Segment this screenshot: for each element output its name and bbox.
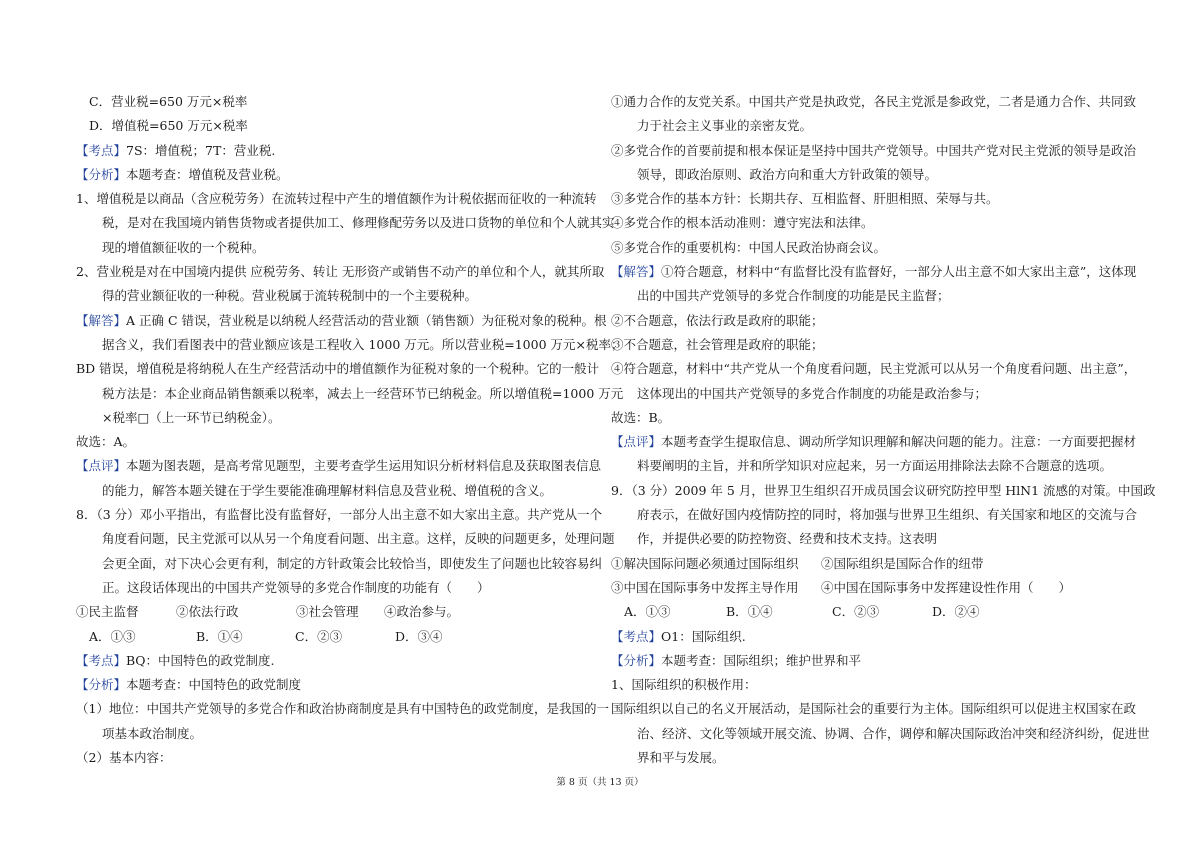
line-text: 作，并提供必要的防控物资、经费和技术支持。这表明 — [637, 531, 938, 547]
text-line — [611, 649, 1143, 673]
text-line — [611, 454, 1143, 478]
line-text: 8．（3 分）邓小平指出，有监督比没有监督好，一部分人出主意不如大家出主意。共产党从一个 — [76, 507, 603, 523]
line-text: 得的营业额征收的一种税。营业税属于流转税制中的一个主要税种。 — [102, 288, 478, 304]
text-line — [611, 236, 1143, 260]
text-line — [611, 625, 1143, 649]
text-line — [611, 382, 1143, 406]
section-tag: 【考点】 — [76, 142, 127, 158]
text-line — [76, 454, 602, 478]
section-tag: 【分析】 — [611, 652, 662, 668]
line-text: 税方法是：本企业商品销售额乘以税率，减去上一经营环节已纳税金。所以增值税=1000 万元 — [102, 385, 624, 401]
line-text: ①符合题意，材料中“有监督比没有监督好，一部分人出主意不如大家出主意”，这体现 — [661, 264, 1137, 280]
line-text: 角度看问题，民主党派可以从另一个角度看问题、出主意。这样，反映的问题更多，处理问题 — [102, 531, 615, 547]
line-text: ④符合题意，材料中“共产党从一个角度看问题，民主党派可以从另一个角度看问题、出主意”， — [611, 361, 1137, 377]
text-line — [76, 527, 615, 551]
text-line — [76, 260, 605, 284]
option-item: A．①③ — [89, 628, 136, 644]
line-text: 1、国际组织的积极作用： — [611, 677, 757, 693]
text-line — [611, 406, 1143, 430]
text-line — [611, 479, 1156, 503]
text-line — [76, 309, 607, 333]
option-item: ②国际组织是国际合作的纽带 — [821, 555, 984, 571]
text-line — [76, 211, 615, 235]
text-line — [611, 746, 1143, 770]
text-line — [611, 114, 1143, 138]
text-line — [76, 673, 596, 697]
line-text: 领导，即政治原则、政治方向和重大方针政策的领导。 — [637, 166, 938, 182]
option-item: D．②④ — [932, 604, 980, 620]
line-text: ②多党合作的首要前提和根本保证是坚持中国共产党领导。中国共产党对民主党派的领导是政治 — [611, 142, 1137, 158]
text-line — [76, 479, 596, 503]
text-line — [611, 697, 1143, 721]
option-item: B．①④ — [196, 628, 243, 644]
line-text: （2）基本内容： — [76, 750, 172, 766]
line-text: BQ：中国特色的政党制度. — [126, 652, 275, 668]
line-text: ⑤多党合作的重要机构：中国人民政治协商会议。 — [611, 239, 887, 255]
section-tag: 【考点】 — [611, 628, 662, 644]
line-text: 项基本政治制度。 — [102, 725, 203, 741]
line-text: 本题为图表题，是高考常见题型，主要考查学生运用知识分析材料信息及获取图表信息 — [126, 458, 602, 474]
text-line — [611, 139, 1143, 163]
option-item: B．①④ — [726, 604, 773, 620]
line-text: 本题考查：增值税及营业税。 — [126, 166, 289, 182]
page-footer: 第 8 页（共 13 页） — [556, 777, 644, 788]
line-text: ④多党合作的根本活动准则：遵守宪法和法律。 — [611, 215, 874, 231]
line-text: 这体现出的中国共产党领导的多党合作制度的功能是政治参与； — [637, 385, 988, 401]
option-item: D．③④ — [395, 628, 443, 644]
text-line — [611, 527, 1143, 551]
line-text: 府表示，在做好国内疫情防控的同时，将加强与世界卫生组织、有关国家和地区的交流与合 — [637, 507, 1138, 523]
text-line — [611, 673, 1143, 697]
line-text: A 正确 C 错误，营业税是以纳税人经营活动的营业额（销售额）为征税对象的税种。根 — [126, 312, 607, 328]
option-item: C．②③ — [295, 628, 343, 644]
text-line — [76, 552, 603, 576]
line-text: 界和平与发展。 — [637, 750, 725, 766]
line-text: 本题考查学生提取信息、调动所学知识理解和解决问题的能力。注意：一方面要把握材 — [661, 434, 1137, 450]
line-text: ②不合题意，依法行政是政府的职能； — [611, 312, 824, 328]
line-text: 会更全面，对下决心会更有利，制定的方针政策会比较恰当，即使发生了问题也比较容易纠 — [102, 555, 603, 571]
text-line — [611, 309, 1143, 333]
section-tag: 【解答】 — [76, 312, 127, 328]
text-line — [76, 576, 596, 600]
section-tag: 【分析】 — [76, 166, 127, 182]
text-line — [611, 211, 1143, 235]
line-text: C．营业税=650 万元×税率 — [89, 94, 248, 109]
line-text: O1：国际组织. — [661, 628, 746, 644]
text-line — [76, 163, 596, 187]
option-item: ①解决国际问题必须通过国际组织 — [611, 555, 799, 571]
text-line — [76, 697, 609, 721]
left-column — [76, 90, 624, 770]
option-item: ②依法行政 — [176, 604, 239, 620]
line-text: 出的中国共产党领导的多党合作制度的功能是民主监督； — [637, 288, 950, 304]
text-line — [76, 139, 596, 163]
text-line — [611, 90, 1143, 114]
text-line — [76, 187, 596, 211]
line-text: BD 错误，增值税是将纳税人在生产经营活动中的增值额作为征税对象的一个税种。它的一般计 — [76, 361, 600, 377]
text-line — [611, 430, 1143, 454]
text-line — [76, 722, 596, 746]
option-item: ④政治参与。 — [384, 604, 460, 620]
line-text: 2、营业税是对在中国境内提供 应税劳务、转让 无形资产或销售不动产的单位和个人，就其所取 — [76, 264, 605, 280]
text-line — [76, 430, 596, 454]
text-line — [76, 284, 596, 308]
line-text: 1、增值税是以商品（含应税劳务）在流转过程中产生的增值额作为计税依据而征收的一种流转 — [76, 191, 597, 207]
section-tag: 【点评】 — [611, 434, 662, 450]
line-text: 正。这段话体现出的中国共产党领导的多党合作制度的功能有（ ） — [102, 579, 490, 595]
line-text: 国际组织以自己的名义开展活动，是国际社会的重要行为主体。国际组织可以促进主权国家在政 — [611, 701, 1137, 717]
option-item: ③中国在国际事务中发挥主导作用 — [611, 579, 799, 595]
text-line — [611, 187, 1143, 211]
line-text: 的能力，解答本题关键在于学生要能准确理解材料信息及营业税、增值税的含义。 — [102, 482, 553, 498]
text-line — [611, 260, 1143, 284]
option-item: ③社会管理 — [296, 604, 359, 620]
line-text: ③不合题意，社会管理是政府的职能； — [611, 336, 824, 352]
text-line — [76, 114, 596, 138]
line-text: 治、经济、文化等领域开展交流、协调、合作，调停和解决国际政治冲突和经济纠纷，促进世 — [637, 725, 1150, 741]
text-line — [76, 236, 596, 260]
text-line — [611, 284, 1143, 308]
text-line — [611, 357, 1143, 381]
text-line — [76, 503, 603, 527]
text-line — [611, 722, 1150, 746]
section-tag: 【考点】 — [76, 652, 127, 668]
text-line — [76, 90, 596, 114]
line-text: 据含义，我们看图表中的营业额应该是工程收入 1000 万元。所以营业税=1000 万元×税率； — [102, 336, 624, 352]
text-line — [611, 600, 1143, 624]
line-text: 本题考查：中国特色的政党制度 — [126, 677, 302, 693]
text-line — [76, 382, 624, 406]
line-text: 本题考查：国际组织；维护世界和平 — [661, 652, 862, 668]
option-item: C．②③ — [832, 604, 880, 620]
text-line — [76, 333, 624, 357]
text-line — [76, 649, 596, 673]
option-item: ④中国在国际事务中发挥建设性作用（ ） — [821, 579, 1072, 595]
section-tag: 【解答】 — [611, 264, 662, 280]
text-line — [611, 333, 1143, 357]
line-text: （1）地位：中国共产党领导的多党合作和政治协商制度是具有中国特色的政党制度，是我国的一 — [76, 701, 609, 717]
text-line — [76, 406, 596, 430]
text-line — [76, 746, 596, 770]
line-text: D．增值税=650 万元×税率 — [89, 118, 248, 134]
section-tag: 【点评】 — [76, 458, 127, 474]
line-text: ×税率□（上一环节已纳税金）。 — [102, 409, 281, 425]
text-line — [76, 625, 596, 649]
text-line — [611, 503, 1143, 527]
right-column — [611, 90, 1156, 770]
line-text: ①通力合作的友党关系。中国共产党是执政党，各民主党派是参政党，二者是通力合作、共同致 — [611, 94, 1137, 109]
text-line — [76, 600, 596, 624]
line-text: 现的增值额征收的一个税种。 — [102, 239, 265, 255]
line-text: 7S：增值税；7T：营业税. — [126, 142, 276, 158]
line-text: 税，是对在我国境内销售货物或者提供加工、修理修配劳务以及进口货物的单位和个人就其实 — [102, 215, 615, 231]
line-text: 9．（3 分）2009 年 5 月，世界卫生组织召开成员国会议研究防控甲型 HlN1 流感的对策。中国政 — [611, 482, 1156, 498]
option-item: ①民主监督 — [76, 604, 139, 620]
option-item: A．①③ — [624, 604, 671, 620]
line-text: 料要阐明的主旨，并和所学知识对应起来，另一方面运用排除法去除不合题意的选项。 — [637, 458, 1113, 474]
line-text: 故选：A。 — [76, 434, 136, 450]
text-line — [611, 163, 1143, 187]
line-text: ③多党合作的基本方针：长期共存、互相监督、肝胆相照、荣辱与共。 — [611, 191, 999, 207]
section-tag: 【分析】 — [76, 677, 127, 693]
text-line — [76, 357, 600, 381]
text-line — [611, 552, 1143, 576]
text-line — [611, 576, 1143, 600]
line-text: 故选：B。 — [611, 409, 671, 425]
line-text: 力于社会主义事业的亲密友党。 — [637, 118, 813, 134]
